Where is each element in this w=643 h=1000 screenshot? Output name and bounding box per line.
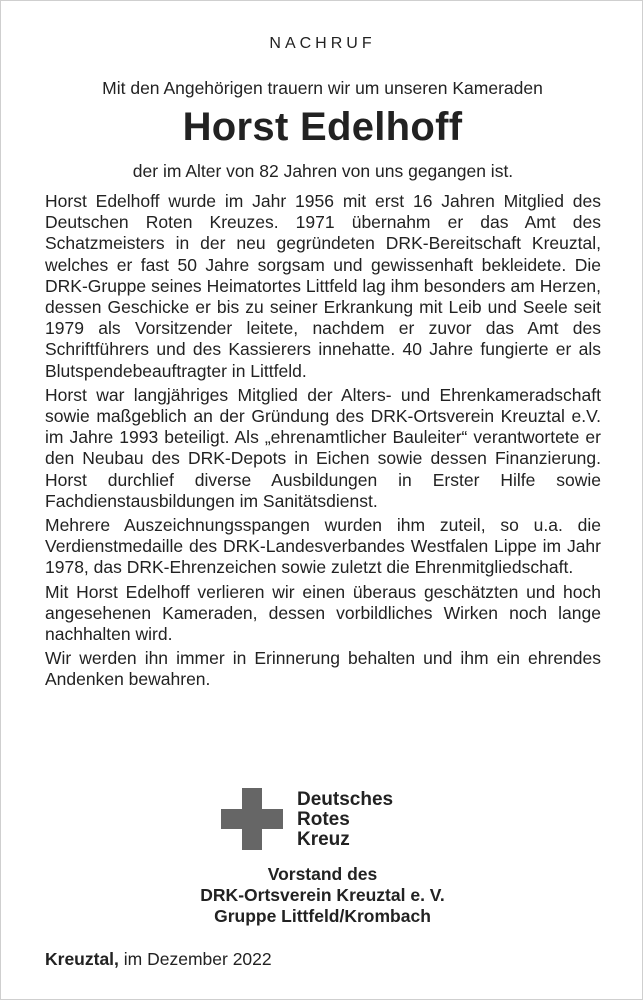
drk-logo — [221, 788, 431, 854]
signature-line-board: Vorstand des — [267, 864, 378, 884]
footer-place: Kreuztal, — [45, 949, 119, 969]
paragraph-awards: Mehrere Auszeichnungsspangen wurden ihm zuteil, so u.a. die Verdienstmedaille des DRK-Landesverbandes Westfalen Lippe im Jahr 1978, das DRK-Ehrenzeichen sowie zuletzt die Ehrenmitgliedschaft. — [45, 515, 601, 578]
intro-line: Mit den Angehörigen trauern wir um unseren Kameraden — [102, 78, 543, 98]
obituary-body — [45, 191, 601, 694]
deceased-name: Horst Edelhoff — [182, 105, 463, 149]
paragraph-tribute: Mit Horst Edelhoff verlieren wir einen überaus geschätzten und hoch angesehenen Kameraden, dessen vorbildliches Wirken noch lange nachhalten wird. — [45, 581, 601, 645]
signature-line-group: Gruppe Littfeld/Krombach — [214, 906, 431, 927]
red-cross-icon — [221, 788, 283, 850]
paragraph-career: Horst Edelhoff wurde im Jahr 1956 mit erst 16 Jahren Mitglied des Deutschen Roten Kreuzes. 1971 übernahm er das Amt des Schatzmeisters in der neu gegründeten DRK-Bereitschaft Kreuztal, welches er fast 50 Jahre sorgsam und gewissenhaft bekleidete. Die DRK-Gruppe seines Heimatortes Littfeld lag ihm besonders am Herzen, dessen Geschicke er bis zu seiner Erkrankung mit Leib und Seele seit 1979 als Vorsitzender leitete, nachdem er zuvor das Amt des Schriftführers und des Kassierers innehatte. 40 Jahre fungierte er als Blutspendebeauftragter in Littfeld. — [45, 191, 601, 381]
signature-line-association: DRK-Ortsverein Kreuztal e. V. — [200, 885, 445, 906]
logo-line-rotes: Rotes — [297, 809, 350, 830]
paragraph-membership: Horst war langjähriges Mitglied der Alters- und Ehrenkameradschaft sowie maßgeblich an der Gründung des DRK-Ortsverein Kreuztal e.V. im Jahre 1993 beteiligt. Als „ehrenamtlicher Bauleiter“ verantwortete er den Neubau des DRK-Depots in Eichen sowie dessen Finanzierung. Horst durchlief diverse Ausbildungen in Erster Hilfe sowie Fachdienstausbildungen im Sanitätsdienst. — [45, 384, 601, 511]
logo-wordmark — [297, 790, 393, 850]
paragraph-remembrance: Wir werden ihn immer in Erinnerung behalten und ihm ein ehrendes Andenken bewahren. — [45, 648, 601, 690]
logo-line-kreuz: Kreuz — [297, 829, 350, 850]
signature-block — [1, 864, 643, 928]
logo-line-deutsches: Deutsches — [297, 789, 394, 810]
footer-date: im Dezember 2022 — [123, 949, 272, 969]
notice-heading: NACHRUF — [269, 35, 376, 52]
age-line: der im Alter von 82 Jahren von uns gegangen ist. — [132, 161, 514, 181]
place-date-line — [45, 949, 272, 970]
